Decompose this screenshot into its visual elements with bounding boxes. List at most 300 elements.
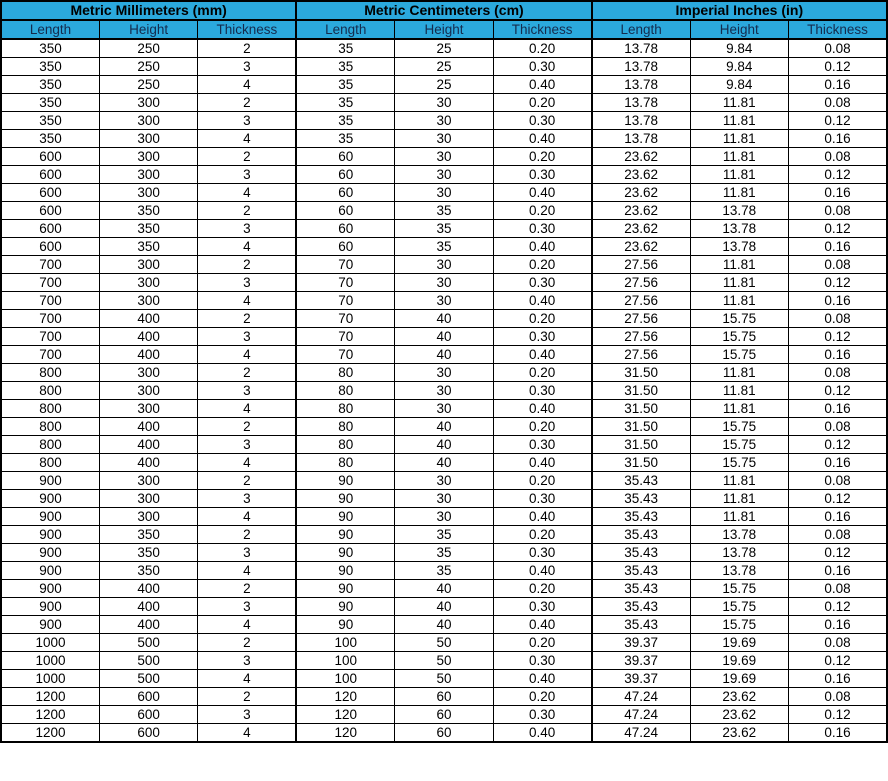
cell: 11.81 <box>690 490 788 508</box>
cell: 0.40 <box>493 238 591 256</box>
cell: 11.81 <box>690 292 788 310</box>
cell: 60 <box>296 220 394 238</box>
cell: 27.56 <box>592 292 690 310</box>
cell: 39.37 <box>592 652 690 670</box>
cell: 0.20 <box>493 202 591 220</box>
cell: 15.75 <box>690 580 788 598</box>
cell: 700 <box>1 256 99 274</box>
cell: 30 <box>395 130 493 148</box>
cell: 1000 <box>1 670 99 688</box>
cell: 0.12 <box>789 166 888 184</box>
cell: 0.16 <box>789 724 888 743</box>
cell: 23.62 <box>592 148 690 166</box>
cell: 0.30 <box>493 382 591 400</box>
cell: 11.81 <box>690 382 788 400</box>
cell: 0.12 <box>789 652 888 670</box>
cell: 80 <box>296 454 394 472</box>
cell: 27.56 <box>592 310 690 328</box>
cell: 3 <box>198 436 296 454</box>
cell: 250 <box>99 58 197 76</box>
col-header-in-length: Length <box>592 20 690 39</box>
cell: 13.78 <box>690 238 788 256</box>
cell: 900 <box>1 616 99 634</box>
cell: 0.16 <box>789 346 888 364</box>
cell: 70 <box>296 310 394 328</box>
cell: 0.12 <box>789 706 888 724</box>
cell: 0.08 <box>789 39 888 58</box>
table-row <box>1 130 887 148</box>
cell: 0.08 <box>789 418 888 436</box>
cell: 900 <box>1 490 99 508</box>
table-row <box>1 202 887 220</box>
cell: 13.78 <box>690 526 788 544</box>
group-header-row <box>1 1 887 20</box>
cell: 0.12 <box>789 274 888 292</box>
table-row <box>1 472 887 490</box>
sub-header-row <box>1 20 887 39</box>
cell: 70 <box>296 274 394 292</box>
col-header-mm-thickness: Thickness <box>198 20 296 39</box>
cell: 4 <box>198 400 296 418</box>
cell: 4 <box>198 76 296 94</box>
cell: 0.20 <box>493 310 591 328</box>
cell: 90 <box>296 472 394 490</box>
cell: 300 <box>99 274 197 292</box>
table-row <box>1 418 887 436</box>
cell: 120 <box>296 688 394 706</box>
cell: 600 <box>1 202 99 220</box>
cell: 0.08 <box>789 148 888 166</box>
table-row <box>1 598 887 616</box>
cell: 11.81 <box>690 364 788 382</box>
cell: 0.30 <box>493 58 591 76</box>
cell: 0.20 <box>493 418 591 436</box>
cell: 350 <box>99 562 197 580</box>
cell: 13.78 <box>690 562 788 580</box>
cell: 31.50 <box>592 454 690 472</box>
cell: 0.30 <box>493 652 591 670</box>
cell: 0.30 <box>493 436 591 454</box>
cell: 47.24 <box>592 724 690 743</box>
cell: 35.43 <box>592 580 690 598</box>
cell: 30 <box>395 184 493 202</box>
cell: 11.81 <box>690 166 788 184</box>
cell: 4 <box>198 130 296 148</box>
cell: 350 <box>99 544 197 562</box>
table-row <box>1 148 887 166</box>
cell: 35.43 <box>592 526 690 544</box>
cell: 35.43 <box>592 544 690 562</box>
cell: 400 <box>99 616 197 634</box>
cell: 2 <box>198 94 296 112</box>
cell: 0.16 <box>789 130 888 148</box>
table-row <box>1 670 887 688</box>
cell: 35.43 <box>592 490 690 508</box>
cell: 40 <box>395 436 493 454</box>
cell: 25 <box>395 76 493 94</box>
table-row <box>1 724 887 743</box>
cell: 300 <box>99 112 197 130</box>
table-row <box>1 58 887 76</box>
cell: 120 <box>296 706 394 724</box>
cell: 300 <box>99 148 197 166</box>
cell: 39.37 <box>592 670 690 688</box>
cell: 35.43 <box>592 562 690 580</box>
cell: 23.62 <box>592 202 690 220</box>
cell: 11.81 <box>690 112 788 130</box>
cell: 900 <box>1 508 99 526</box>
cell: 2 <box>198 418 296 436</box>
cell: 13.78 <box>592 94 690 112</box>
cell: 0.30 <box>493 112 591 130</box>
cell: 0.12 <box>789 382 888 400</box>
cell: 11.81 <box>690 148 788 166</box>
table-row <box>1 39 887 58</box>
group-header-in: Imperial Inches (in) <box>592 1 887 20</box>
cell: 60 <box>296 166 394 184</box>
cell: 800 <box>1 454 99 472</box>
cell: 300 <box>99 130 197 148</box>
cell: 0.40 <box>493 616 591 634</box>
cell: 35 <box>296 58 394 76</box>
cell: 0.20 <box>493 256 591 274</box>
table-header <box>1 1 887 39</box>
cell: 0.40 <box>493 670 591 688</box>
cell: 2 <box>198 472 296 490</box>
cell: 35.43 <box>592 508 690 526</box>
table-row <box>1 616 887 634</box>
cell: 25 <box>395 39 493 58</box>
cell: 0.20 <box>493 94 591 112</box>
cell: 35 <box>296 39 394 58</box>
cell: 90 <box>296 508 394 526</box>
cell: 600 <box>99 724 197 743</box>
cell: 60 <box>296 184 394 202</box>
table-row <box>1 184 887 202</box>
cell: 400 <box>99 436 197 454</box>
cell: 27.56 <box>592 256 690 274</box>
cell: 300 <box>99 94 197 112</box>
table-row <box>1 688 887 706</box>
cell: 80 <box>296 382 394 400</box>
table-row <box>1 706 887 724</box>
cell: 0.16 <box>789 184 888 202</box>
table-row <box>1 346 887 364</box>
cell: 47.24 <box>592 688 690 706</box>
cell: 0.20 <box>493 148 591 166</box>
cell: 400 <box>99 454 197 472</box>
cell: 0.16 <box>789 76 888 94</box>
cell: 300 <box>99 490 197 508</box>
cell: 25 <box>395 58 493 76</box>
cell: 0.08 <box>789 634 888 652</box>
cell: 0.08 <box>789 526 888 544</box>
cell: 13.78 <box>592 76 690 94</box>
col-header-mm-length: Length <box>1 20 99 39</box>
col-header-cm-height: Height <box>395 20 493 39</box>
cell: 0.08 <box>789 364 888 382</box>
cell: 400 <box>99 580 197 598</box>
cell: 13.78 <box>592 58 690 76</box>
cell: 2 <box>198 634 296 652</box>
cell: 13.78 <box>690 220 788 238</box>
cell: 0.40 <box>493 346 591 364</box>
cell: 400 <box>99 346 197 364</box>
cell: 4 <box>198 562 296 580</box>
cell: 300 <box>99 184 197 202</box>
cell: 35 <box>296 112 394 130</box>
cell: 2 <box>198 39 296 58</box>
cell: 400 <box>99 328 197 346</box>
cell: 500 <box>99 652 197 670</box>
table-row <box>1 112 887 130</box>
table-row <box>1 166 887 184</box>
cell: 0.40 <box>493 292 591 310</box>
cell: 4 <box>198 292 296 310</box>
cell: 1000 <box>1 652 99 670</box>
cell: 0.30 <box>493 166 591 184</box>
cell: 35 <box>296 130 394 148</box>
cell: 900 <box>1 544 99 562</box>
cell: 350 <box>1 112 99 130</box>
cell: 0.40 <box>493 724 591 743</box>
cell: 35 <box>395 544 493 562</box>
cell: 2 <box>198 580 296 598</box>
cell: 0.16 <box>789 238 888 256</box>
cell: 90 <box>296 526 394 544</box>
cell: 700 <box>1 328 99 346</box>
cell: 3 <box>198 58 296 76</box>
cell: 30 <box>395 364 493 382</box>
cell: 350 <box>1 76 99 94</box>
cell: 4 <box>198 616 296 634</box>
table-row <box>1 256 887 274</box>
cell: 3 <box>198 544 296 562</box>
cell: 2 <box>198 688 296 706</box>
cell: 80 <box>296 418 394 436</box>
cell: 35 <box>395 238 493 256</box>
cell: 800 <box>1 400 99 418</box>
cell: 3 <box>198 220 296 238</box>
cell: 40 <box>395 346 493 364</box>
cell: 3 <box>198 382 296 400</box>
cell: 13.78 <box>592 130 690 148</box>
cell: 800 <box>1 382 99 400</box>
cell: 11.81 <box>690 130 788 148</box>
cell: 60 <box>296 202 394 220</box>
cell: 35.43 <box>592 472 690 490</box>
cell: 0.08 <box>789 688 888 706</box>
cell: 0.08 <box>789 94 888 112</box>
cell: 30 <box>395 400 493 418</box>
cell: 15.75 <box>690 436 788 454</box>
cell: 80 <box>296 400 394 418</box>
cell: 250 <box>99 76 197 94</box>
cell: 4 <box>198 238 296 256</box>
cell: 23.62 <box>592 220 690 238</box>
cell: 19.69 <box>690 634 788 652</box>
cell: 300 <box>99 400 197 418</box>
cell: 300 <box>99 256 197 274</box>
col-header-mm-height: Height <box>99 20 197 39</box>
cell: 0.20 <box>493 688 591 706</box>
table-body <box>1 39 887 742</box>
cell: 300 <box>99 166 197 184</box>
cell: 30 <box>395 472 493 490</box>
cell: 0.12 <box>789 544 888 562</box>
cell: 90 <box>296 562 394 580</box>
cell: 23.62 <box>690 688 788 706</box>
cell: 30 <box>395 508 493 526</box>
cell: 0.16 <box>789 562 888 580</box>
cell: 60 <box>395 688 493 706</box>
cell: 0.20 <box>493 526 591 544</box>
cell: 50 <box>395 652 493 670</box>
cell: 0.12 <box>789 58 888 76</box>
table-row <box>1 436 887 454</box>
cell: 0.16 <box>789 616 888 634</box>
cell: 0.20 <box>493 634 591 652</box>
cell: 350 <box>1 130 99 148</box>
cell: 60 <box>395 724 493 743</box>
cell: 70 <box>296 328 394 346</box>
cell: 23.62 <box>690 706 788 724</box>
cell: 23.62 <box>592 184 690 202</box>
cell: 0.12 <box>789 598 888 616</box>
cell: 900 <box>1 526 99 544</box>
cell: 23.62 <box>690 724 788 743</box>
cell: 19.69 <box>690 652 788 670</box>
cell: 2 <box>198 526 296 544</box>
table-row <box>1 508 887 526</box>
cell: 0.30 <box>493 220 591 238</box>
cell: 0.16 <box>789 670 888 688</box>
cell: 0.20 <box>493 364 591 382</box>
cell: 11.81 <box>690 508 788 526</box>
cell: 0.16 <box>789 292 888 310</box>
cell: 50 <box>395 634 493 652</box>
cell: 30 <box>395 490 493 508</box>
cell: 31.50 <box>592 400 690 418</box>
cell: 40 <box>395 328 493 346</box>
cell: 30 <box>395 256 493 274</box>
cell: 90 <box>296 490 394 508</box>
table-row <box>1 328 887 346</box>
cell: 500 <box>99 634 197 652</box>
cell: 900 <box>1 598 99 616</box>
cell: 30 <box>395 148 493 166</box>
table-row <box>1 76 887 94</box>
cell: 60 <box>395 706 493 724</box>
cell: 27.56 <box>592 328 690 346</box>
cell: 0.12 <box>789 220 888 238</box>
cell: 19.69 <box>690 670 788 688</box>
cell: 300 <box>99 364 197 382</box>
cell: 0.40 <box>493 400 591 418</box>
cell: 39.37 <box>592 634 690 652</box>
cell: 0.16 <box>789 400 888 418</box>
cell: 400 <box>99 418 197 436</box>
cell: 700 <box>1 310 99 328</box>
cell: 350 <box>1 94 99 112</box>
cell: 3 <box>198 112 296 130</box>
cell: 90 <box>296 616 394 634</box>
cell: 13.78 <box>592 39 690 58</box>
col-header-in-height: Height <box>690 20 788 39</box>
cell: 4 <box>198 346 296 364</box>
cell: 350 <box>99 220 197 238</box>
cell: 4 <box>198 508 296 526</box>
cell: 40 <box>395 454 493 472</box>
cell: 0.12 <box>789 328 888 346</box>
cell: 40 <box>395 598 493 616</box>
cell: 800 <box>1 364 99 382</box>
cell: 30 <box>395 112 493 130</box>
cell: 90 <box>296 580 394 598</box>
cell: 30 <box>395 382 493 400</box>
cell: 300 <box>99 292 197 310</box>
cell: 30 <box>395 292 493 310</box>
cell: 400 <box>99 310 197 328</box>
cell: 23.62 <box>592 238 690 256</box>
cell: 31.50 <box>592 436 690 454</box>
group-header-mm: Metric Millimeters (mm) <box>1 1 296 20</box>
cell: 2 <box>198 364 296 382</box>
cell: 0.12 <box>789 112 888 130</box>
cell: 600 <box>1 220 99 238</box>
cell: 350 <box>1 39 99 58</box>
cell: 0.12 <box>789 490 888 508</box>
cell: 1200 <box>1 706 99 724</box>
cell: 0.30 <box>493 598 591 616</box>
cell: 47.24 <box>592 706 690 724</box>
cell: 0.30 <box>493 544 591 562</box>
cell: 600 <box>1 148 99 166</box>
table-row <box>1 364 887 382</box>
cell: 9.84 <box>690 76 788 94</box>
cell: 31.50 <box>592 364 690 382</box>
cell: 27.56 <box>592 346 690 364</box>
cell: 700 <box>1 274 99 292</box>
cell: 350 <box>99 526 197 544</box>
table-row <box>1 220 887 238</box>
table-row <box>1 94 887 112</box>
cell: 0.30 <box>493 274 591 292</box>
cell: 80 <box>296 436 394 454</box>
cell: 900 <box>1 472 99 490</box>
table-row <box>1 580 887 598</box>
cell: 0.08 <box>789 256 888 274</box>
cell: 0.20 <box>493 580 591 598</box>
col-header-in-thickness: Thickness <box>789 20 888 39</box>
cell: 0.08 <box>789 202 888 220</box>
table-row <box>1 274 887 292</box>
cell: 600 <box>1 166 99 184</box>
cell: 90 <box>296 544 394 562</box>
cell: 500 <box>99 670 197 688</box>
cell: 11.81 <box>690 256 788 274</box>
cell: 31.50 <box>592 418 690 436</box>
cell: 100 <box>296 670 394 688</box>
cell: 100 <box>296 634 394 652</box>
cell: 0.30 <box>493 490 591 508</box>
cell: 600 <box>99 706 197 724</box>
cell: 600 <box>99 688 197 706</box>
cell: 60 <box>296 238 394 256</box>
table-row <box>1 454 887 472</box>
col-header-cm-length: Length <box>296 20 394 39</box>
cell: 15.75 <box>690 328 788 346</box>
